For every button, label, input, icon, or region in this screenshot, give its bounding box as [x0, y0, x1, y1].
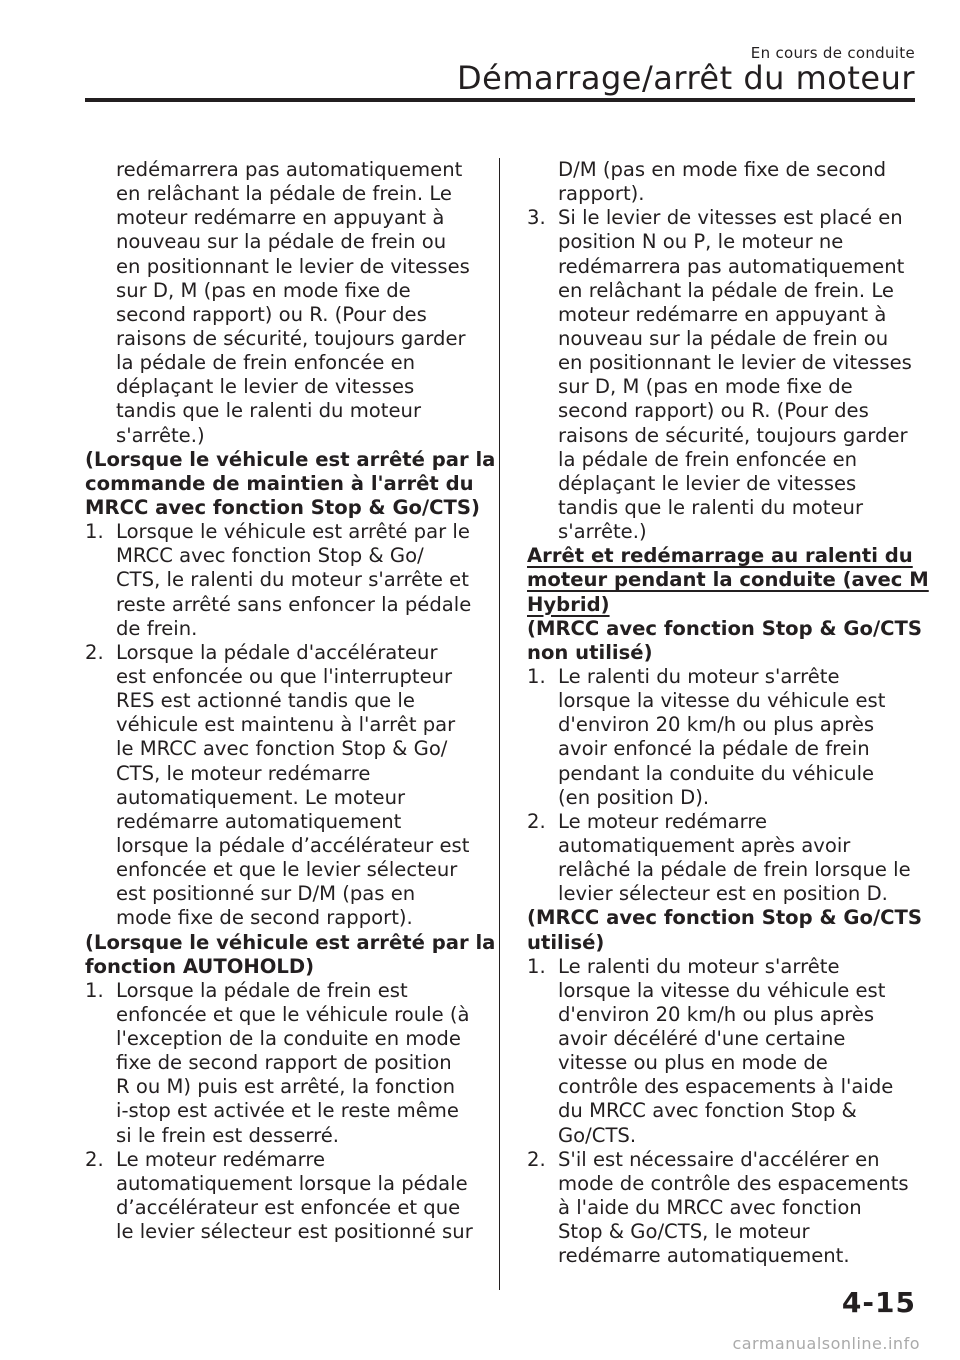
subheading-line: utilisé) [527, 930, 605, 954]
item-number: 1. [527, 954, 546, 978]
text-line: automatiquement après avoir [558, 833, 851, 857]
text-line: déplaçant le levier de vitesses [116, 375, 415, 399]
text-line: vitesse ou plus en mode de [558, 1051, 828, 1075]
text-line: le MRCC avec fonction Stop & Go/ [116, 737, 448, 761]
text-line: le levier sélecteur est positionné sur [116, 1220, 473, 1244]
text-line: Stop & Go/CTS, le moteur [558, 1220, 810, 1244]
subheading-line: fonction AUTOHOLD) [85, 954, 315, 978]
text-line: mode de contrôle des espacements [558, 1171, 909, 1195]
text-line: s'arrête.) [558, 520, 647, 544]
subheading-line: MRCC avec fonction Stop & Go/CTS) [85, 495, 480, 519]
text-line: moteur redémarre en appuyant à [558, 302, 887, 326]
text-line: la pédale de frein enfoncée en [116, 351, 416, 375]
item-number: 2. [85, 640, 104, 664]
right-column [527, 158, 929, 1268]
text-line: mode fixe de second rapport). [116, 906, 413, 930]
item-number: 1. [527, 664, 546, 688]
list-item [85, 520, 480, 641]
text-line: automatiquement. Le moteur [116, 785, 406, 809]
page-number: 4-15 [841, 1286, 916, 1319]
text-line: raisons de sécurité, toujours garder [558, 423, 908, 447]
text-line: d’accélérateur est enfoncée et que [116, 1196, 461, 1220]
section-heading-mhybrid [527, 544, 929, 616]
text-line: position N ou P, le moteur ne [558, 230, 844, 254]
text-line: à l'aide du MRCC avec fonction [558, 1196, 862, 1220]
list-item [527, 810, 917, 907]
text-line: nouveau sur la pédale de frein ou [116, 230, 447, 254]
text-line: Le ralenti du moteur s'arrête [558, 664, 840, 688]
list-item [85, 641, 480, 931]
text-line: relâché la pédale de frein lorsque le [558, 858, 911, 882]
text-line: pendant la conduite du véhicule [558, 761, 875, 785]
subheading-line: (Lorsque le véhicule est arrêté par la [85, 930, 496, 954]
text-line: redémarre automatiquement [116, 809, 402, 833]
item-number: 2. [85, 1147, 104, 1171]
text-line: tandis que le ralenti du moteur [116, 399, 421, 423]
subheading-line: (MRCC avec fonction Stop & Go/CTS [527, 616, 922, 640]
header-rule [85, 98, 915, 102]
text-line: contrôle des espacements à l'aide [558, 1075, 894, 1099]
text-line: déplaçant le levier de vitesses [558, 471, 857, 495]
text-line: second rapport) ou R. (Pour des [116, 302, 427, 326]
list-item [527, 665, 917, 810]
text-line: i-stop est activée et le reste même [116, 1099, 459, 1123]
text-line: lorsque la pédale d’accélérateur est [116, 833, 470, 857]
left-column [85, 158, 496, 1244]
list-item [85, 1148, 480, 1245]
item-number: 1. [85, 520, 104, 544]
text-line: nouveau sur la pédale de frein ou [558, 326, 889, 350]
text-line: CTS, le ralenti du moteur s'arrête et [116, 568, 469, 592]
watermark: carmanualsonline.info [732, 1334, 920, 1353]
text-line: RES est actionné tandis que le [116, 689, 415, 713]
text-line: d'environ 20 km/h ou plus après [558, 1002, 875, 1026]
text-line: moteur redémarre en appuyant à [116, 206, 445, 230]
list-item [527, 206, 917, 544]
subheading-used [527, 906, 922, 954]
column-divider [499, 158, 500, 1290]
page-title: Démarrage/arrêt du moteur [457, 59, 915, 97]
item-number: 2. [527, 1147, 546, 1171]
text-line: MRCC avec fonction Stop & Go/ [116, 544, 424, 568]
text-line: redémarrera pas automatiquement [558, 254, 905, 278]
text-line: lorsque la vitesse du véhicule est [558, 689, 886, 713]
text-line: redémarrera pas automatiquement [116, 158, 463, 181]
text-line: redémarre automatiquement. [558, 1244, 850, 1268]
text-line: avoir enfoncé la pédale de frein [558, 737, 870, 761]
text-line: Lorsque la pédale de frein est [116, 978, 408, 1002]
text-line: Go/CTS. [558, 1123, 637, 1147]
text-line: fixe de second rapport de position [116, 1051, 452, 1075]
list-item [527, 955, 917, 1148]
list-item [527, 1148, 917, 1269]
text-line: en positionnant le levier de vitesses [558, 351, 912, 375]
text-line: automatiquement lorsque la pédale [116, 1171, 468, 1195]
heading-line: Hybrid) [527, 592, 610, 616]
subheading-line: commande de maintien à l'arrêt du [85, 471, 474, 495]
text-line: raisons de sécurité, toujours garder [116, 326, 466, 350]
text-line: CTS, le moteur redémarre [116, 761, 371, 785]
text-line: levier sélecteur est en position D. [558, 882, 888, 906]
subheading-line: (MRCC avec fonction Stop & Go/CTS [527, 906, 922, 930]
text-line: tandis que le ralenti du moteur [558, 495, 863, 519]
heading-line: Arrêt et redémarrage au ralenti du [527, 544, 913, 568]
text-line: l'exception de la conduite en mode [116, 1027, 461, 1051]
text-line: avoir décéléré d'une certaine [558, 1027, 846, 1051]
text-line: enfoncée et que le véhicule roule (à [116, 1002, 470, 1026]
text-line: si le frein est desserré. [116, 1123, 340, 1147]
subheading-autohold [85, 930, 496, 979]
text-line: (en position D). [558, 785, 710, 809]
section-label: En cours de conduite [750, 44, 915, 62]
item-number: 2. [527, 809, 546, 833]
text-line: est positionné sur D/M (pas en [116, 882, 416, 906]
text-line: D/M (pas en mode fixe de second [558, 158, 887, 181]
subheading-line: non utilisé) [527, 640, 653, 664]
text-line: en relâchant la pédale de frein. Le [116, 182, 452, 206]
continuation-text [527, 158, 917, 206]
text-line: lorsque la vitesse du véhicule est [558, 978, 886, 1002]
heading-line: moteur pendant la conduite (avec M [527, 568, 929, 592]
list-item [85, 979, 480, 1148]
text-line: s'arrête.) [116, 423, 205, 447]
text-line: en relâchant la pédale de frein. Le [558, 278, 894, 302]
text-line: en positionnant le levier de vitesses [116, 254, 470, 278]
text-line: sur D, M (pas en mode fixe de [558, 375, 853, 399]
text-line: Le moteur redémarre [116, 1147, 326, 1171]
continuation-text [85, 158, 480, 448]
text-line: sur D, M (pas en mode fixe de [116, 278, 411, 302]
text-line: Lorsque la pédale d'accélérateur [116, 640, 438, 664]
text-line: est enfoncée ou que l'interrupteur [116, 664, 453, 688]
text-line: reste arrêté sans enfoncer la pédale [116, 592, 472, 616]
text-line: Lorsque le véhicule est arrêté par le [116, 520, 470, 544]
text-line: Le moteur redémarre [558, 809, 768, 833]
subheading-line: (Lorsque le véhicule est arrêté par la [85, 447, 496, 471]
text-line: Le ralenti du moteur s'arrête [558, 954, 840, 978]
text-line: rapport). [558, 182, 645, 206]
text-line: Si le levier de vitesses est placé en [558, 206, 903, 230]
text-line: du MRCC avec fonction Stop & [558, 1099, 857, 1123]
text-line: enfoncée et que le levier sélecteur [116, 858, 458, 882]
item-number: 1. [85, 978, 104, 1002]
item-number: 3. [527, 206, 546, 230]
text-line: second rapport) ou R. (Pour des [558, 399, 869, 423]
text-line: de frein. [116, 616, 198, 640]
text-line: R ou M) puis est arrêté, la fonction [116, 1075, 456, 1099]
subheading-not-used [527, 616, 922, 665]
subheading-mrcc [85, 447, 496, 520]
text-line: la pédale de frein enfoncée en [558, 447, 858, 471]
text-line: d'environ 20 km/h ou plus après [558, 713, 875, 737]
text-line: S'il est nécessaire d'accélérer en [558, 1147, 880, 1171]
page-header [85, 0, 915, 110]
text-line: véhicule est maintenu à l'arrêt par [116, 713, 456, 737]
